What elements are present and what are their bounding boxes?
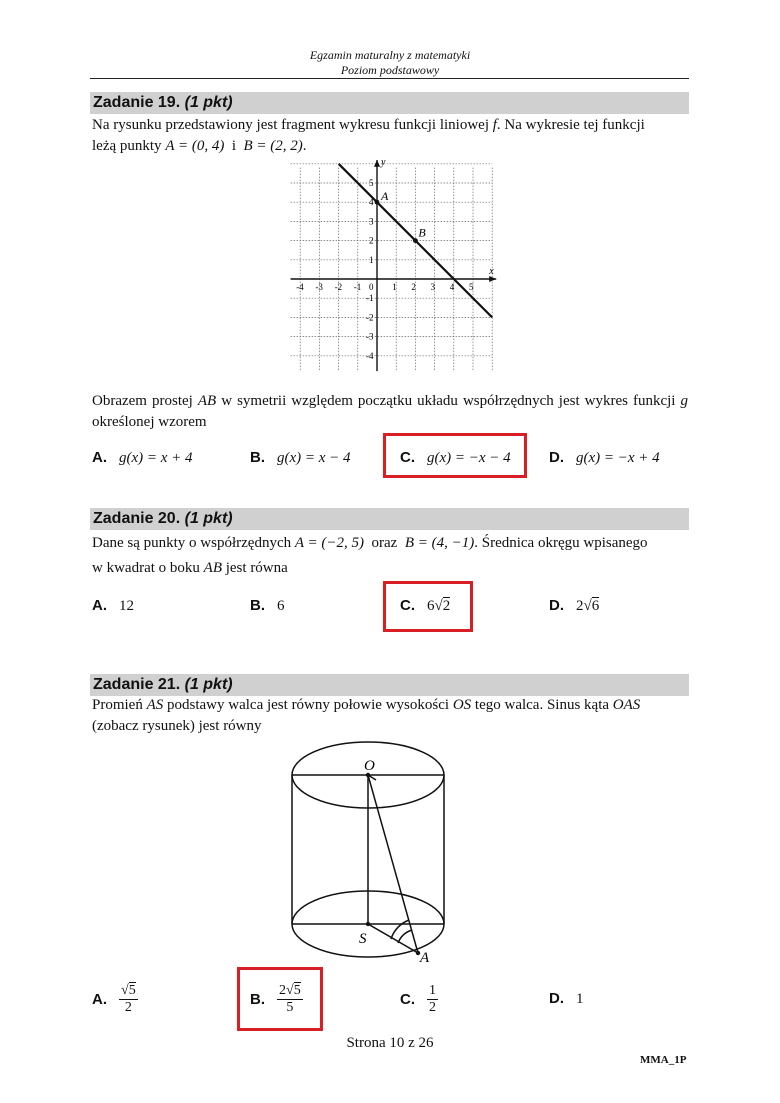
task21-answer-c[interactable]	[400, 983, 438, 1016]
y-tick-label: 2	[369, 235, 374, 246]
line-ab: AB	[197, 393, 217, 409]
conjunction: i	[231, 138, 236, 154]
answer-text: 1	[576, 991, 584, 1007]
task21-text3: tego walca. Sinus kąta	[471, 697, 613, 713]
answer-denominator: 5	[286, 1000, 294, 1015]
function-g: g	[680, 393, 689, 409]
answer-coefficient: 2	[279, 983, 286, 998]
height-os: OS	[452, 697, 472, 713]
task21-text: Promień	[92, 697, 147, 713]
answer-letter: C.	[400, 991, 415, 1008]
answer-radicand: 2	[442, 598, 451, 614]
x-tick-label: -4	[296, 282, 304, 292]
y-tick-label: 5	[369, 178, 374, 188]
answer-letter: D.	[549, 597, 564, 614]
label-s: S	[359, 931, 367, 947]
task19-question	[92, 391, 688, 433]
angle-arc-inner	[398, 930, 412, 943]
page-number: Strona 10 z 26	[346, 1035, 434, 1051]
question-text2: w symetrii względem początku układu współrzędnych jest wykres funkcji	[216, 393, 681, 409]
y-tick-label: 4	[369, 197, 374, 208]
point-a-coords: A = (0, 4)	[165, 138, 225, 154]
answer-letter: A.	[92, 597, 107, 614]
x-tick-label: 0	[369, 282, 374, 292]
answer-letter: A.	[92, 991, 107, 1008]
task21-title: Zadanie 21.	[93, 676, 181, 693]
header-exam-title: Egzamin maturalny z matematyki	[309, 48, 471, 62]
answer-letter: C.	[400, 597, 415, 614]
label-o: O	[364, 758, 375, 774]
answer-fraction	[427, 983, 438, 1016]
y-tick-label: -1	[366, 293, 374, 304]
answer-fraction	[119, 983, 138, 1016]
x-tick-label: 1	[392, 282, 397, 292]
sqrt-icon: √	[434, 598, 443, 614]
question-text: Obrazem prostej	[92, 393, 198, 409]
radius-as: AS	[146, 697, 164, 713]
cylinder-figure	[286, 740, 451, 965]
answer-letter: D.	[549, 449, 564, 466]
header-level: Poziom podstawowy	[340, 63, 440, 77]
answer-letter: B.	[250, 449, 265, 466]
task19-intro-text2: . Na wykresie tej funkcji	[496, 117, 645, 133]
task20-answer-b[interactable]	[250, 597, 285, 615]
sqrt-icon: √	[583, 598, 592, 614]
answer-letter: A.	[92, 449, 107, 466]
task20-points: (1 pkt)	[184, 510, 233, 527]
point-a-label: A	[381, 189, 389, 204]
linear-function-graph	[285, 160, 500, 380]
y-tick-label: -4	[366, 350, 374, 361]
conjunction: oraz	[371, 535, 398, 551]
sqrt-icon: √	[286, 983, 294, 998]
x-tick-label: 4	[449, 282, 455, 292]
task21-text2: podstawy walca jest równy połowie wysokości	[163, 697, 453, 713]
answer-radicand: 5	[128, 983, 136, 998]
answer-text: g(x) = −x − 4	[427, 450, 511, 466]
task20-text2: . Średnica okręgu wpisanego	[474, 535, 648, 551]
task21-text4: (zobacz rysunek) jest równy	[92, 718, 262, 734]
task19-points: (1 pkt)	[184, 94, 233, 111]
y-axis-label: y	[381, 160, 386, 168]
task19-title: Zadanie 19.	[93, 94, 181, 111]
task19-intro-text3: leżą punkty	[92, 138, 166, 154]
x-tick-label: 5	[469, 282, 474, 292]
period: .	[302, 138, 307, 154]
task21-points: (1 pkt)	[184, 676, 233, 693]
point-b-label: B	[418, 225, 426, 240]
x-tick-label: -1	[353, 282, 362, 292]
marked-point	[413, 238, 418, 243]
task20-text: Dane są punkty o współrzędnych	[92, 535, 295, 551]
answer-denominator: 2	[429, 1000, 436, 1015]
answer-denominator: 2	[124, 1000, 132, 1015]
exam-code: MMA_1P	[640, 1054, 687, 1066]
task20-intro	[92, 531, 688, 581]
y-axis-arrow-icon	[374, 160, 380, 167]
answer-coefficient: 2	[576, 598, 584, 614]
marked-point	[375, 200, 380, 205]
task19-answer-b[interactable]	[250, 449, 351, 467]
task21-title-bar	[90, 674, 689, 696]
x-axis-label: x	[489, 266, 494, 277]
task20-answer-c[interactable]	[400, 597, 450, 615]
task20-text4: jest równa	[221, 560, 288, 576]
segment-ab: AB	[203, 560, 222, 576]
x-tick-label: -2	[334, 282, 343, 292]
task21-answer-d[interactable]	[549, 990, 584, 1008]
x-tick-label: -3	[315, 282, 323, 292]
answer-text: g(x) = x + 4	[119, 450, 193, 466]
sqrt-icon: √	[121, 983, 129, 998]
angle-oas: OAS	[612, 697, 641, 713]
answer-text: 6	[277, 598, 285, 614]
function-f: f	[492, 117, 497, 133]
answer-numerator: 1	[429, 983, 436, 998]
angle-arc	[391, 920, 409, 939]
answer-radicand: 6	[591, 598, 600, 614]
answer-coefficient: 6	[427, 598, 435, 614]
task19-intro-text: Na rysunku przedstawiony jest fragment wykresu funkcji liniowej	[92, 117, 493, 133]
point-a-coords: A = (−2, 5)	[294, 535, 365, 551]
answer-letter: D.	[549, 990, 564, 1007]
answer-letter: B.	[250, 597, 265, 614]
y-tick-label: -3	[366, 331, 374, 342]
task21-intro	[92, 695, 688, 737]
task20-title-bar	[90, 508, 689, 530]
point-b-coords: B = (2, 2)	[243, 138, 303, 154]
answer-letter: C.	[400, 449, 415, 466]
label-a: A	[420, 950, 430, 965]
y-tick-label: 1	[369, 254, 374, 265]
answer-text: 12	[119, 598, 134, 614]
answer-text: g(x) = −x + 4	[576, 450, 660, 466]
task19-intro	[92, 115, 688, 157]
question-text3: określonej wzorem	[92, 414, 207, 430]
point-b-coords: B = (4, −1)	[404, 535, 475, 551]
task19-answer-d[interactable]	[549, 449, 660, 467]
task21-answer-b[interactable]	[250, 983, 303, 1016]
task20-answer-a[interactable]	[92, 597, 134, 615]
point-s	[366, 922, 370, 926]
x-tick-label: 3	[430, 282, 436, 292]
y-tick-label: -2	[366, 312, 374, 323]
task19-title-bar	[90, 92, 689, 114]
task20-title: Zadanie 20.	[93, 510, 181, 527]
y-tick-label: 3	[369, 216, 374, 227]
task19-answer-a[interactable]	[92, 449, 193, 467]
task20-answer-d[interactable]	[549, 597, 599, 615]
x-tick-label: 2	[411, 282, 416, 292]
task20-text3: w kwadrat o boku	[92, 560, 204, 576]
task19-answer-c[interactable]	[400, 449, 511, 467]
task21-answer-a[interactable]	[92, 983, 138, 1016]
header-rule	[90, 78, 689, 79]
answer-text: g(x) = x − 4	[277, 450, 351, 466]
answer-fraction	[277, 983, 303, 1016]
answer-letter: B.	[250, 991, 265, 1008]
answer-radicand: 5	[293, 983, 301, 998]
